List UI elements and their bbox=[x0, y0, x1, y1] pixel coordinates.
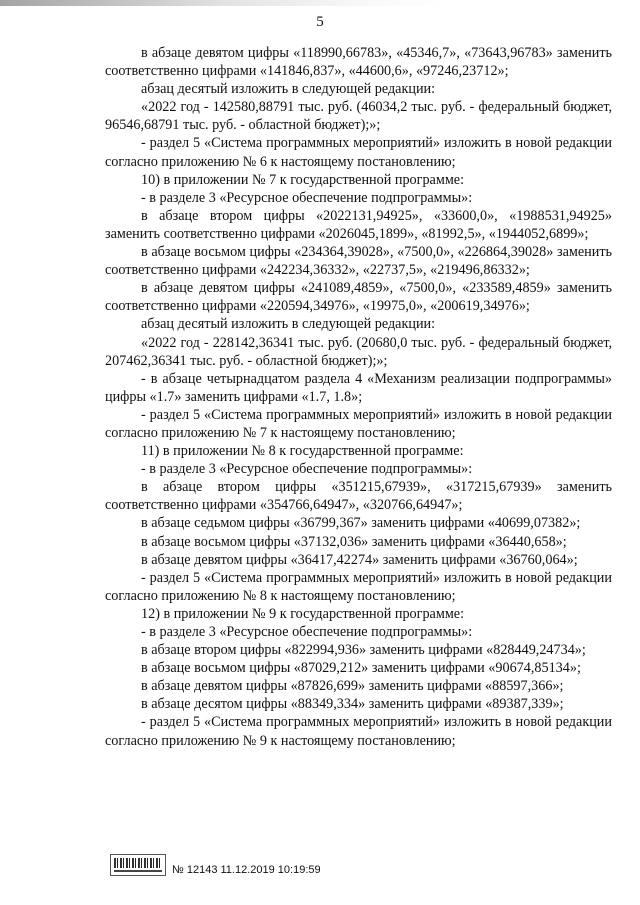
page-number: 5 bbox=[316, 14, 324, 30]
paragraph: - раздел 5 «Система программных мероприятий» изложить в новой редакции согласно приложению № 8 к настоящему постановлению; bbox=[105, 569, 612, 604]
paragraph: «2022 год - 142580,88791 тыс. руб. (46034,2 тыс. руб. - федеральный бюджет, 96546,68791 тыс. руб. - областной бюджет);»; bbox=[105, 99, 612, 134]
paragraph: «2022 год - 228142,36341 тыс. руб. (20680,0 тыс. руб. - федеральный бюджет, 207462,36341 тыс. руб. - областной бюджет);»; bbox=[105, 334, 612, 369]
paragraph: - раздел 5 «Система программных мероприятий» изложить в новой редакции согласно приложению № 6 к настоящему постановлению; bbox=[105, 135, 612, 170]
paragraph: 12) в приложении № 9 к государственной программе: bbox=[141, 605, 465, 622]
paragraph: в абзаце девятом цифры «36417,42274» заменить цифрами «36760,064»; bbox=[141, 551, 578, 568]
registration-stamp-icon bbox=[110, 854, 166, 876]
paragraph: в абзаце девятом цифры «87826,699» заменить цифрами «88597,366»; bbox=[141, 678, 564, 695]
paragraph: в абзаце восьмом цифры «87029,212» заменить цифрами «90674,85134»; bbox=[141, 660, 581, 677]
document-body bbox=[105, 44, 612, 750]
paragraph: - в разделе 3 «Ресурсное обеспечение подпрограммы»: bbox=[141, 624, 473, 640]
paragraph: в абзаце седьмом цифры «36799,367» заменить цифрами «40699,07382»; bbox=[141, 515, 581, 532]
paragraph: абзац десятый изложить в следующей редакции: bbox=[141, 81, 436, 98]
paragraph: - раздел 5 «Система программных мероприятий» изложить в новой редакции согласно приложению № 9 к настоящему постановлению; bbox=[105, 714, 612, 749]
paragraph: абзац десятый изложить в следующей редакции: bbox=[141, 316, 436, 333]
paragraph: в абзаце втором цифры «2022131,94925», «33600,0», «1988531,94925» заменить соответственно цифрами «2026045,1899», «81992,5», «1944052,6899»; bbox=[105, 207, 612, 242]
footer bbox=[110, 854, 410, 890]
paragraph: - в абзаце четырнадцатом раздела 4 «Механизм реализации подпрограммы» цифры «1.7» заменить цифрами «1.7, 1.8»; bbox=[105, 370, 612, 405]
paragraph: в абзаце девятом цифры «118990,66783», «45346,7», «73643,96783» заменить соответственно цифрами «141846,837», «44600,6», «97246,23712»; bbox=[105, 45, 612, 80]
paragraph: в абзаце втором цифры «351215,67939», «317215,67939» заменить соответственно цифрами «354766,64947», «320766,64947»; bbox=[105, 479, 612, 514]
paragraph: в абзаце восьмом цифры «37132,036» заменить цифрами «36440,658»; bbox=[141, 533, 567, 550]
paragraph: - в разделе 3 «Ресурсное обеспечение подпрограммы»: bbox=[141, 189, 473, 206]
paragraph: - раздел 5 «Система программных мероприятий» изложить в новой редакции согласно приложению № 7 к настоящему постановлению; bbox=[105, 406, 612, 441]
scan-edge-artifact bbox=[0, 0, 640, 6]
paragraph: 11) в приложении № 8 к государственной программе: bbox=[141, 443, 464, 460]
paragraph: в абзаце восьмом цифры «234364,39028», «7500,0», «226864,39028» заменить соответственно цифрами «242234,36332», «22737,5», «219496,86332»; bbox=[105, 244, 612, 279]
paragraph: в абзаце десятом цифры «88349,334» заменить цифрами «89387,339»; bbox=[141, 696, 564, 713]
paragraph: в абзаце девятом цифры «241089,4859», «7500,0», «233589,4859» заменить соответственно цифрами «220594,34976», «19975,0», «200619,34976»; bbox=[105, 280, 612, 315]
document-registration-id: № 12143 11.12.2019 10:19:59 bbox=[172, 864, 321, 876]
paragraph: 10) в приложении № 7 к государственной программе: bbox=[141, 171, 465, 188]
paragraph: в абзаце втором цифры «822994,936» заменить цифрами «828449,24734»; bbox=[141, 642, 586, 659]
paragraph: - в разделе 3 «Ресурсное обеспечение подпрограммы»: bbox=[141, 461, 473, 478]
